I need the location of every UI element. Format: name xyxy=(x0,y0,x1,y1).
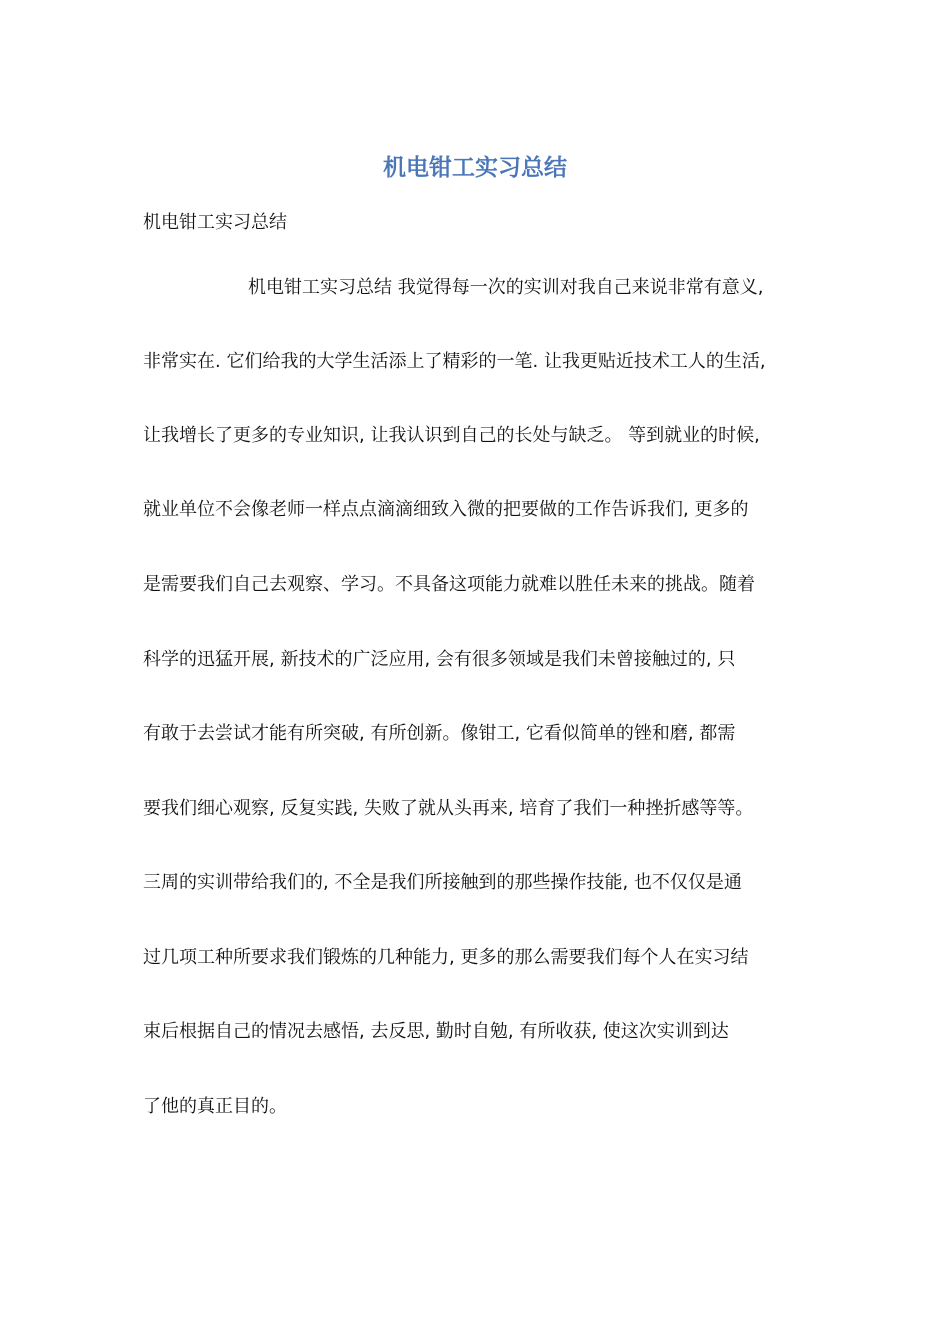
paragraph-line: 有敢于去尝试才能有所突破, 有所创新。像钳工, 它看似简单的锉和磨, 都需 xyxy=(143,723,736,744)
paragraph-line: 三周的实训带给我们的, 不全是我们所接触到的那些操作技能, 也不仅仅是通 xyxy=(143,872,742,893)
paragraph-line: 非常实在. 它们给我的大学生活添上了精彩的一笔. 让我更贴近技术工人的生活, xyxy=(143,351,766,372)
paragraph-line: 让我增长了更多的专业知识, 让我认识到自己的长处与缺乏。 等到就业的时候, xyxy=(143,425,760,446)
paragraph-line: 过几项工种所要求我们锻炼的几种能力, 更多的那么需要我们每个人在实习结 xyxy=(143,947,749,968)
paragraph-line: 是需要我们自己去观察、学习。不具备这项能力就难以胜任未来的挑战。随着 xyxy=(143,574,755,595)
paragraph-line: 了他的真正目的。 xyxy=(143,1096,287,1117)
paragraph-line: 要我们细心观察, 反复实践, 失败了就从头再来, 培育了我们一种挫折感等等。 xyxy=(143,798,754,819)
paragraph-line: 束后根据自己的情况去感悟, 去反思, 勤时自勉, 有所收获, 使这次实训到达 xyxy=(143,1021,729,1042)
paragraph-line: 就业单位不会像老师一样点点滴滴细致入微的把要做的工作告诉我们, 更多的 xyxy=(143,499,749,520)
paragraph-line: 机电钳工实习总结 我觉得每一次的实训对我自己来说非常有意义, xyxy=(248,277,764,298)
document-title: 机电钳工实习总结 xyxy=(383,154,567,181)
paragraph-line: 科学的迅猛开展, 新技术的广泛应用, 会有很多领域是我们未曾接触过的, 只 xyxy=(143,649,736,670)
document-subtitle: 机电钳工实习总结 xyxy=(143,212,287,233)
